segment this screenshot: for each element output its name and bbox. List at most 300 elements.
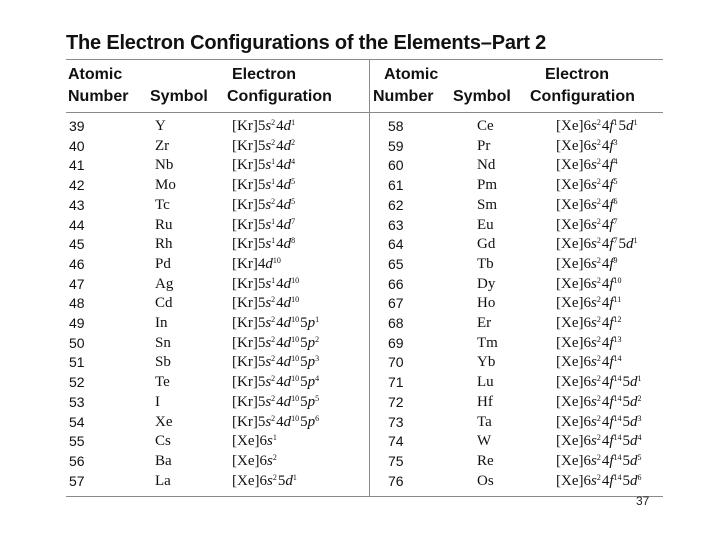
- electron-count: 2: [596, 157, 601, 167]
- orbital-term: $5p^4$: [300, 374, 320, 391]
- electron-configuration: [232, 116, 296, 136]
- electron-count: 14: [613, 354, 622, 364]
- orbital-term: $4f^{13}$: [601, 334, 622, 351]
- element-symbol: Hf: [477, 393, 493, 410]
- electron-count: 1: [271, 216, 276, 226]
- electron-count: 5: [291, 196, 296, 206]
- element-symbol: Ba: [155, 452, 172, 469]
- electron-configuration: [556, 254, 619, 274]
- electron-count: 2: [596, 236, 601, 246]
- electron-count: 1: [271, 177, 276, 187]
- electron-configuration: [556, 155, 619, 175]
- orbital-term: $4f^{14}$: [601, 413, 622, 430]
- electron-count: 2: [271, 295, 276, 305]
- atomic-number: 68: [388, 315, 404, 331]
- electron-configuration: [232, 333, 320, 353]
- orbital-term: $5p^2$: [300, 334, 320, 351]
- orbital-term: $4f^{14}$: [601, 374, 622, 391]
- electron-count: 2: [596, 255, 601, 265]
- orbital-term: $[Kr]5s^1$: [232, 275, 276, 292]
- orbital-term: $[Xe]6s^2$: [556, 472, 601, 489]
- electron-count: 4: [613, 157, 618, 167]
- atomic-number: 44: [69, 216, 85, 233]
- electron-count: 2: [637, 393, 642, 403]
- electron-configuration: [556, 352, 623, 372]
- atomic-number: 63: [388, 216, 404, 233]
- electron-count: 2: [271, 196, 276, 206]
- electron-count: 2: [596, 413, 601, 423]
- electron-count: 10: [613, 275, 622, 285]
- electron-count: 2: [271, 315, 276, 324]
- electron-count: 7: [291, 216, 296, 226]
- element-symbol: Cs: [155, 433, 171, 450]
- orbital-term: $[Kr]4d^{10}$: [232, 255, 281, 272]
- electron-count: 2: [596, 196, 601, 206]
- orbital-term: $[Xe]6s^2$: [556, 236, 601, 253]
- orbital-term: $4d^{10}$: [276, 334, 300, 351]
- electron-count: 7: [613, 216, 618, 226]
- electron-count: 7: [613, 236, 618, 246]
- electron-configuration: [556, 116, 639, 136]
- electron-count: 1: [271, 236, 276, 246]
- electron-configuration: [556, 313, 623, 333]
- electron-count: 2: [271, 354, 276, 364]
- electron-count: 10: [272, 255, 281, 265]
- atomic-number: 60: [388, 157, 404, 174]
- electron-configuration: [232, 293, 300, 313]
- electron-count: 2: [271, 137, 276, 147]
- element-symbol: Pd: [155, 255, 171, 272]
- bottom-rule: [66, 496, 663, 497]
- element-symbol: W: [477, 433, 492, 450]
- electron-count: 2: [271, 413, 276, 423]
- atomic-number: 65: [388, 255, 404, 272]
- atomic-number: 45: [69, 236, 85, 253]
- header-text: Atomic: [68, 66, 123, 83]
- orbital-term: $4d^{10}$: [276, 354, 300, 371]
- electron-configuration: [232, 471, 298, 491]
- electron-configuration: [556, 215, 619, 235]
- atomic-number: 42: [69, 177, 85, 194]
- orbital-term: $[Kr]5s^1$: [232, 157, 276, 174]
- electron-count: 14: [613, 472, 622, 482]
- orbital-term: $[Kr]5s^2$: [232, 137, 276, 154]
- electron-count: 8: [291, 236, 296, 246]
- header-text: Electron: [545, 66, 610, 83]
- electron-count: 2: [596, 216, 601, 226]
- orbital-term: $[Xe]6s^1$: [232, 433, 277, 450]
- element-symbol: Zr: [155, 137, 170, 154]
- element-symbol: Te: [155, 374, 170, 391]
- electron-configuration: [232, 175, 296, 195]
- electron-count: 2: [272, 452, 277, 462]
- atomic-number: 40: [69, 137, 85, 154]
- top-rule: [66, 59, 663, 60]
- atomic-number: 70: [388, 354, 404, 371]
- electron-count: 2: [596, 315, 601, 324]
- orbital-term: $[Xe]6s^2$: [556, 433, 601, 450]
- orbital-term: $4d^{10}$: [276, 315, 300, 331]
- element-symbol: Mo: [155, 177, 176, 194]
- atomic-number: 50: [69, 334, 85, 351]
- electron-count: 2: [596, 118, 601, 127]
- orbital-term: $[Xe]6s^2$: [556, 315, 601, 331]
- orbital-term: $4d^2$: [276, 137, 296, 154]
- electron-count: 10: [291, 315, 300, 324]
- orbital-term: $[Kr]5s^1$: [232, 236, 276, 253]
- atomic-number: 62: [388, 196, 404, 213]
- element-symbol: Eu: [477, 216, 494, 233]
- electron-configuration: [232, 412, 320, 432]
- electron-configuration: [232, 254, 282, 274]
- orbital-term: $5d^1$: [277, 472, 297, 489]
- column-divider: [369, 60, 370, 496]
- atomic-number: 58: [388, 118, 404, 134]
- orbital-term: $[Xe]6s^2$: [556, 137, 601, 154]
- element-symbol: Os: [477, 472, 494, 489]
- element-symbol: Sn: [155, 334, 171, 351]
- electron-count: 1: [291, 118, 296, 127]
- orbital-term: $4d^7$: [276, 216, 296, 233]
- element-symbol: Re: [477, 452, 494, 469]
- electron-count: 4: [291, 157, 296, 167]
- electron-count: 5: [637, 452, 642, 462]
- header-text: Electron: [232, 66, 297, 83]
- atomic-number: 61: [388, 177, 404, 194]
- electron-count: 2: [596, 452, 601, 462]
- electron-count: 14: [613, 413, 622, 423]
- element-symbol: Ta: [477, 413, 492, 430]
- orbital-term: $4d^8$: [276, 236, 296, 253]
- electron-count: 10: [291, 275, 300, 285]
- atomic-number: 41: [69, 157, 85, 174]
- electron-configuration: [232, 274, 300, 294]
- electron-count: 2: [596, 393, 601, 403]
- electron-configuration: [556, 372, 643, 392]
- electron-count: 2: [291, 137, 296, 147]
- header-atomic-number-right: [373, 64, 438, 108]
- orbital-term: $4d^5$: [276, 177, 296, 194]
- element-symbol: La: [155, 472, 171, 489]
- electron-count: 6: [637, 472, 642, 482]
- electron-configuration: [556, 136, 619, 156]
- electron-configuration: [232, 195, 296, 215]
- orbital-term: $5d^6$: [622, 472, 642, 489]
- orbital-term: $[Kr]5s^2$: [232, 374, 276, 391]
- atomic-number: 55: [69, 433, 85, 450]
- electron-count: 5: [315, 393, 320, 403]
- atomic-number: 46: [69, 255, 85, 272]
- electron-configuration: [232, 155, 296, 175]
- orbital-term: $[Kr]5s^1$: [232, 216, 276, 233]
- electron-configuration: [556, 234, 639, 254]
- orbital-term: $4f^{10}$: [601, 275, 622, 292]
- electron-configuration: [556, 431, 643, 451]
- electron-count: 1: [271, 275, 276, 285]
- electron-count: 4: [637, 433, 642, 443]
- electron-count: 3: [315, 354, 320, 364]
- electron-count: 2: [315, 334, 320, 344]
- orbital-term: $[Kr]5s^1$: [232, 177, 276, 194]
- electron-configuration: [232, 392, 320, 412]
- atomic-number: 47: [69, 275, 85, 292]
- element-symbol: Y: [155, 118, 166, 134]
- orbital-term: $[Kr]5s^2$: [232, 334, 276, 351]
- electron-count: 2: [596, 334, 601, 344]
- header-electron-configuration-right: [530, 64, 635, 108]
- orbital-term: $[Xe]6s^2$: [556, 275, 601, 292]
- electron-configuration: [556, 471, 643, 491]
- electron-count: 2: [596, 374, 601, 384]
- electron-configuration: [232, 313, 320, 333]
- electron-configuration: [556, 175, 619, 195]
- electron-count: 10: [291, 413, 300, 423]
- orbital-term: $4d^{10}$: [276, 413, 300, 430]
- orbital-term: $[Xe]6s^2$: [556, 157, 601, 174]
- orbital-term: $5d^3$: [622, 413, 642, 430]
- electron-count: 5: [613, 177, 618, 187]
- orbital-term: $4f^{14}$: [601, 393, 622, 410]
- header-text: Configuration: [227, 88, 332, 105]
- orbital-term: $4d^1$: [276, 118, 296, 134]
- orbital-term: $4f^4$: [601, 157, 618, 174]
- element-symbol: Ag: [155, 275, 174, 292]
- orbital-term: $5p^3$: [300, 354, 320, 371]
- element-symbol: Yb: [477, 354, 496, 371]
- electron-configuration: [232, 234, 296, 254]
- electron-configuration: [232, 451, 278, 471]
- orbital-term: $[Kr]5s^2$: [232, 295, 276, 312]
- element-symbol: Gd: [477, 236, 496, 253]
- electron-configuration: [556, 293, 622, 313]
- electron-count: 1: [272, 433, 277, 443]
- electron-count: 2: [271, 374, 276, 384]
- atomic-number: 56: [69, 452, 85, 469]
- header-symbol-right: Symbol: [453, 88, 511, 105]
- electron-count: 2: [272, 472, 277, 482]
- orbital-term: $[Xe]6s^2$: [556, 177, 601, 194]
- orbital-term: $4f^7$: [601, 236, 618, 253]
- orbital-term: $5p^6$: [300, 413, 320, 430]
- header-rule: [66, 112, 663, 113]
- element-symbol: Tm: [477, 334, 498, 351]
- orbital-term: $5d^5$: [622, 452, 642, 469]
- element-symbol: Sm: [477, 196, 498, 213]
- atomic-number: 71: [388, 374, 404, 391]
- element-symbol: Ho: [477, 295, 496, 312]
- element-symbol: I: [155, 393, 160, 410]
- element-symbol: Sb: [155, 354, 171, 371]
- orbital-term: $4d^{10}$: [276, 374, 300, 391]
- electron-count: 1: [271, 157, 276, 167]
- atomic-number: 59: [388, 137, 404, 154]
- electron-count: 2: [271, 334, 276, 344]
- electron-configuration: [556, 412, 643, 432]
- electron-configuration: [556, 333, 623, 353]
- atomic-number: 73: [388, 413, 404, 430]
- orbital-term: $4f^{14}$: [601, 472, 622, 489]
- element-symbol: Tc: [155, 196, 170, 213]
- orbital-term: $[Kr]5s^2$: [232, 315, 276, 331]
- electron-count: 10: [291, 295, 300, 305]
- electron-count: 2: [596, 433, 601, 443]
- electron-count: 13: [613, 334, 622, 344]
- element-symbol: Xe: [155, 413, 173, 430]
- atomic-number: 54: [69, 413, 85, 430]
- header-atomic-number-left: [68, 64, 128, 108]
- header-text: Number: [373, 88, 434, 105]
- atomic-number: 39: [69, 118, 85, 134]
- orbital-term: $4f^{14}$: [601, 354, 622, 371]
- electron-count: 10: [291, 393, 300, 403]
- orbital-term: $5p^1$: [300, 315, 320, 331]
- electron-count: 2: [271, 393, 276, 403]
- header-text: Atomic: [384, 66, 439, 83]
- element-symbol: Lu: [477, 374, 494, 391]
- orbital-term: $[Xe]6s^2$: [556, 196, 601, 213]
- header-symbol-left: Symbol: [150, 88, 208, 105]
- element-symbol: In: [155, 315, 168, 331]
- electron-configuration: [232, 136, 296, 156]
- electron-configuration: [556, 451, 643, 471]
- atomic-number: 69: [388, 334, 404, 351]
- orbital-term: $[Xe]6s^2$: [556, 374, 601, 391]
- orbital-term: $[Kr]5s^2$: [232, 393, 276, 410]
- atomic-number: 74: [388, 433, 404, 450]
- orbital-term: $4f^{12}$: [601, 315, 622, 331]
- electron-configuration: [232, 372, 320, 392]
- orbital-term: $[Xe]6s^2$: [556, 452, 601, 469]
- electron-count: 3: [613, 137, 618, 147]
- element-symbol: Ru: [155, 216, 173, 233]
- element-symbol: Pm: [477, 177, 498, 194]
- electron-count: 1: [613, 118, 618, 127]
- page-title: The Electron Configurations of the Elements–Part 2: [66, 32, 547, 54]
- electron-count: 6: [315, 413, 320, 423]
- element-symbol: Cd: [155, 295, 173, 312]
- electron-configuration: [556, 392, 643, 412]
- atomic-number: 51: [69, 354, 85, 371]
- element-symbol: Dy: [477, 275, 496, 292]
- orbital-term: $5d^1$: [618, 236, 638, 253]
- electron-configuration: [556, 274, 623, 294]
- orbital-term: $4f^6$: [601, 196, 618, 213]
- electron-count: 2: [271, 118, 276, 127]
- orbital-term: $[Kr]5s^2$: [232, 196, 276, 213]
- electron-count: 6: [613, 196, 618, 206]
- orbital-term: $4f^{11}$: [601, 295, 622, 312]
- electron-configuration: [232, 215, 296, 235]
- orbital-term: $4f^7$: [601, 216, 618, 233]
- orbital-term: $[Xe]6s^2$: [232, 452, 277, 469]
- atomic-number: 43: [69, 196, 85, 213]
- orbital-term: $5d^4$: [622, 433, 642, 450]
- orbital-term: $[Kr]5s^2$: [232, 118, 276, 134]
- electron-count: 1: [292, 472, 297, 482]
- electron-count: 3: [637, 413, 642, 423]
- orbital-term: $4d^{10}$: [276, 393, 300, 410]
- orbital-term: $[Xe]6s^2$: [556, 393, 601, 410]
- orbital-term: $4f^1$: [601, 118, 618, 134]
- orbital-term: $4f^{14}$: [601, 433, 622, 450]
- electron-count: 14: [613, 452, 622, 462]
- electron-count: 14: [613, 433, 622, 443]
- orbital-term: $[Xe]6s^2$: [556, 295, 601, 312]
- orbital-term: $5d^2$: [622, 393, 642, 410]
- element-symbol: Ce: [477, 118, 494, 134]
- orbital-term: $[Xe]6s^2$: [556, 334, 601, 351]
- atomic-number: 57: [69, 472, 85, 489]
- electron-configuration: [556, 195, 619, 215]
- atomic-number: 76: [388, 472, 404, 489]
- orbital-term: $[Xe]6s^2$: [232, 472, 277, 489]
- element-symbol: Tb: [477, 255, 494, 272]
- electron-count: 2: [596, 275, 601, 285]
- element-symbol: Nb: [155, 157, 174, 174]
- electron-count: 11: [613, 295, 622, 305]
- orbital-term: $[Xe]6s^2$: [556, 216, 601, 233]
- electron-count: 1: [637, 374, 642, 384]
- electron-count: 14: [613, 374, 622, 384]
- orbital-term: $4d^4$: [276, 157, 296, 174]
- electron-count: 1: [633, 236, 638, 246]
- atomic-number: 66: [388, 275, 404, 292]
- element-symbol: Nd: [477, 157, 496, 174]
- header-text: Configuration: [530, 88, 635, 105]
- electron-configuration: [232, 352, 320, 372]
- atomic-number: 48: [69, 295, 85, 312]
- header-electron-configuration-left: [227, 64, 332, 108]
- orbital-term: $4d^{10}$: [276, 295, 300, 312]
- orbital-term: $[Kr]5s^2$: [232, 413, 276, 430]
- element-symbol: Er: [477, 315, 492, 331]
- electron-count: 4: [315, 374, 320, 384]
- electron-count: 2: [596, 137, 601, 147]
- electron-count: 14: [613, 393, 622, 403]
- orbital-term: $[Xe]6s^2$: [556, 255, 601, 272]
- orbital-term: $[Xe]6s^2$: [556, 354, 601, 371]
- atomic-number: 67: [388, 295, 404, 312]
- orbital-term: $4f^3$: [601, 137, 618, 154]
- atomic-number: 52: [69, 374, 85, 391]
- orbital-term: $5p^5$: [300, 393, 320, 410]
- orbital-term: $[Xe]6s^2$: [556, 413, 601, 430]
- atomic-number: 53: [69, 393, 85, 410]
- electron-count: 2: [596, 354, 601, 364]
- orbital-term: $5d^1$: [618, 118, 638, 134]
- page-number: 37: [636, 494, 650, 508]
- electron-count: 10: [291, 374, 300, 384]
- electron-count: 10: [291, 354, 300, 364]
- element-symbol: Rh: [155, 236, 173, 253]
- orbital-term: $4f^{14}$: [601, 452, 622, 469]
- atomic-number: 49: [69, 315, 85, 331]
- orbital-term: $4d^5$: [276, 196, 296, 213]
- orbital-term: $5d^1$: [622, 374, 642, 391]
- electron-count: 2: [596, 177, 601, 187]
- header-text: Number: [68, 88, 129, 105]
- atomic-number: 72: [388, 393, 404, 410]
- orbital-term: $4f^9$: [601, 255, 618, 272]
- electron-count: 9: [613, 255, 618, 265]
- atomic-number: 75: [388, 452, 404, 469]
- atomic-number: 64: [388, 236, 404, 253]
- element-symbol: Pr: [477, 137, 491, 154]
- electron-configuration: [232, 431, 278, 451]
- orbital-term: $4f^5$: [601, 177, 618, 194]
- electron-count: 10: [291, 334, 300, 344]
- electron-count: 12: [613, 315, 622, 324]
